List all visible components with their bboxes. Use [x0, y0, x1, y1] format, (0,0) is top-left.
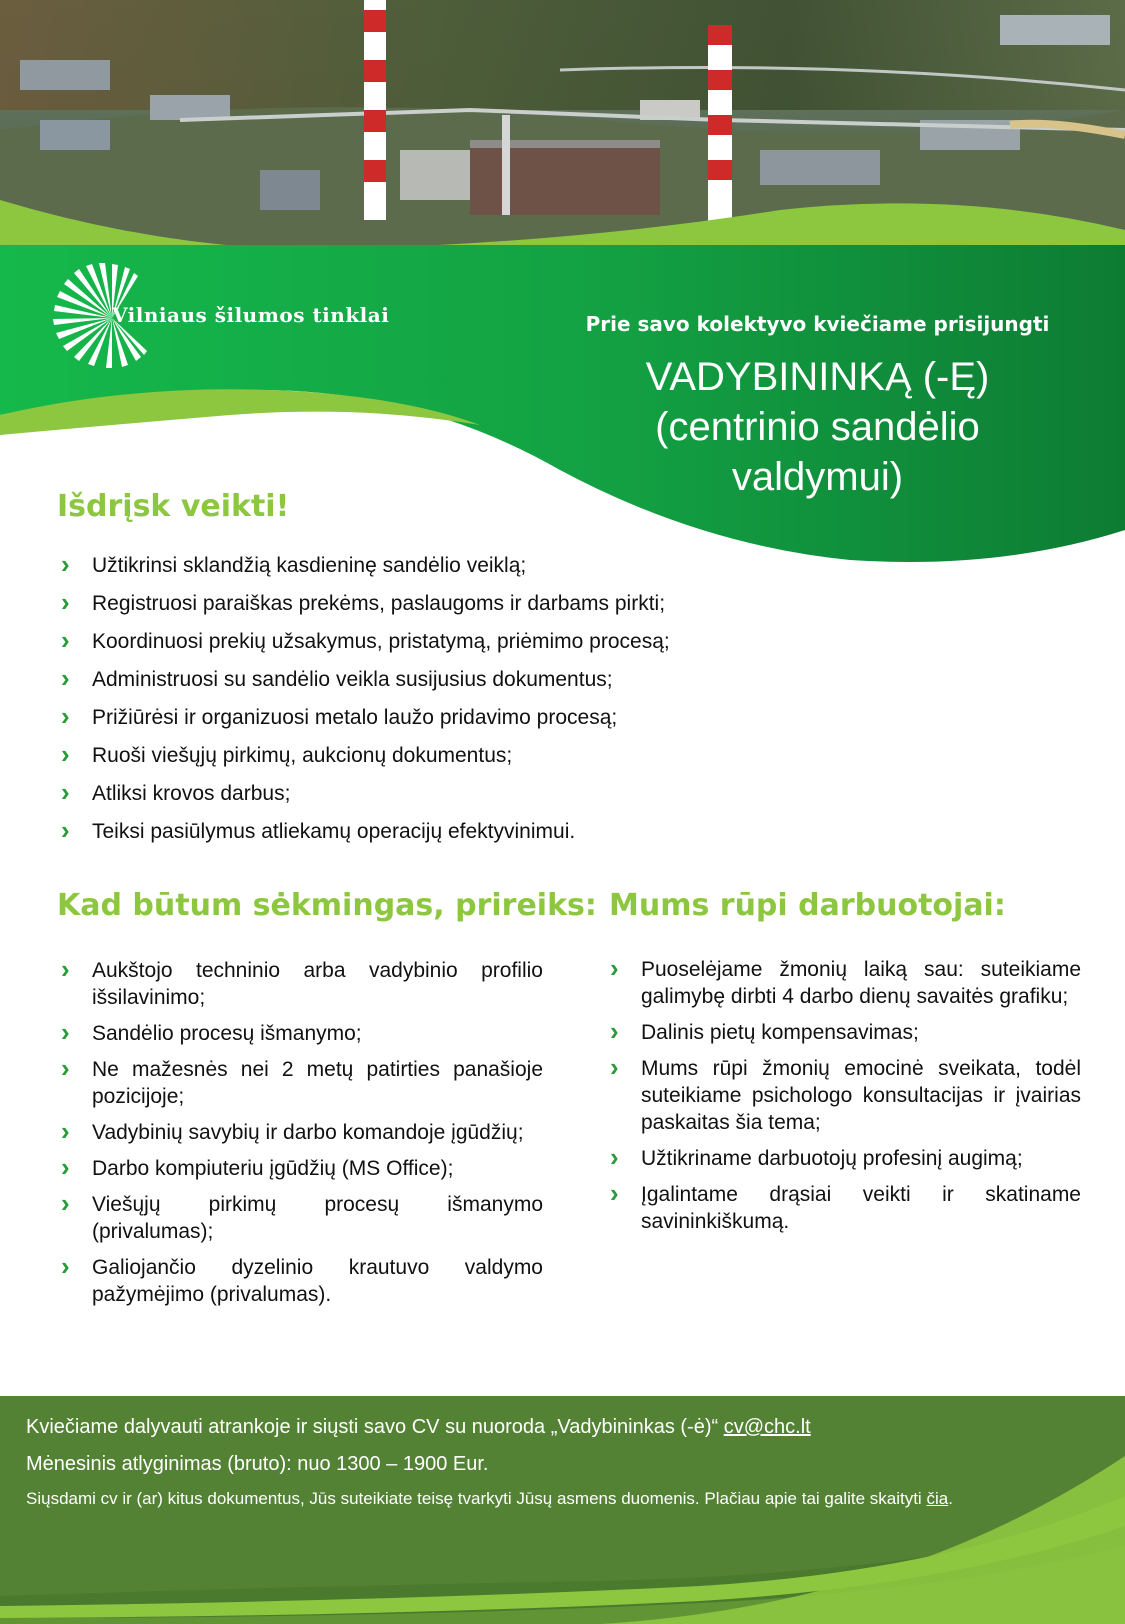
- list-item: › Aukštojo techninio arba vadybinio profilio išsilavinimo;: [57, 957, 543, 1011]
- footer: [0, 1396, 1125, 1624]
- list-item: › Darbo kompiuteriu įgūdžių (MS Office);: [57, 1155, 543, 1182]
- list-item: › Ruoši viešųjų pirkimų, aukcionų dokumentus;: [57, 742, 817, 769]
- duties-heading: Išdrįsk veikti!: [57, 489, 290, 524]
- job-title-line: VADYBININKĄ (-Ę): [645, 355, 990, 399]
- list-item: › Viešųjų pirkimų procesų išmanymo (privalumas);: [57, 1191, 543, 1245]
- privacy-end: .: [948, 1489, 953, 1508]
- apply-text: Kviečiame dalyvauti atrankoje ir siųsti savo CV su nuoroda „Vadybininkas (-ė)“: [26, 1416, 719, 1438]
- salary-text: Mėnesinis atlyginimas (bruto): nuo 1300 – 1900 Eur.: [26, 1453, 489, 1475]
- list-item: › Vadybinių savybių ir darbo komandoje įgūdžių;: [57, 1119, 543, 1146]
- company-logo: [52, 263, 392, 373]
- benefits-list: [606, 956, 1081, 1244]
- list-item: › Koordinuosi prekių užsakymus, pristatymą, priėmimo procesą;: [57, 628, 817, 655]
- job-title-line: valdymui): [731, 455, 904, 499]
- duties-list: [57, 552, 817, 856]
- list-item: › Užtikrinsi sklandžią kasdieninę sandėlio veiklą;: [57, 552, 817, 579]
- job-title-line: (centrinio sandėlio: [655, 405, 980, 449]
- list-item: › Užtikriname darbuotojų profesinį augimą;: [606, 1145, 1081, 1172]
- list-item: › Sandėlio procesų išmanymo;: [57, 1020, 543, 1047]
- list-item: › Puoselėjame žmonių laiką sau: suteikiame galimybę dirbti 4 darbo dienų savaitės grafiku;: [606, 956, 1081, 1010]
- apply-instructions: [26, 1416, 811, 1439]
- list-item: › Registruosi paraiškas prekėms, paslaugoms ir darbams pirkti;: [57, 590, 817, 617]
- list-item: › Teiksi pasiūlymus atliekamų operacijų efektyvinimui.: [57, 818, 817, 845]
- email-link[interactable]: cv@chc.lt: [723, 1416, 811, 1438]
- privacy-text: Siųsdami cv ir (ar) kitus dokumentus, Jūs suteikiate teisę tvarkyti Jūsų asmens duomenis. Plačiau apie tai galite skaityti: [26, 1489, 922, 1508]
- list-item: › Administruosi su sandėlio veikla susijusius dokumentus;: [57, 666, 817, 693]
- list-item: › Ne mažesnės nei 2 metų patirties panašioje pozicijoje;: [57, 1056, 543, 1110]
- list-item: › Įgalintame drąsiai veikti ir skatiname savininkiškumą.: [606, 1181, 1081, 1235]
- list-item: › Atliksi krovos darbus;: [57, 780, 817, 807]
- privacy-link[interactable]: čia: [926, 1489, 949, 1508]
- requirements-list: [57, 957, 543, 1317]
- list-item: › Prižiūrėsi ir organizuosi metalo laužo pridavimo procesą;: [57, 704, 817, 731]
- benefits-heading: Mums rūpi darbuotojai:: [609, 888, 1006, 923]
- invite-text: Prie savo kolektyvo kviečiame prisijungti: [585, 312, 1050, 336]
- privacy-notice: [26, 1489, 953, 1509]
- list-item: › Mums rūpi žmonių emocinė sveikata, todėl suteikiame psichologo konsultacijas ir įvairias paskaitas šia tema;: [606, 1055, 1081, 1136]
- job-title: [560, 352, 1075, 502]
- company-name: Vilniaus šilumos tinklai: [112, 303, 390, 327]
- list-item: › Dalinis pietų kompensavimas;: [606, 1019, 1081, 1046]
- requirements-heading: Kad būtum sėkmingas, prireiks:: [57, 888, 597, 923]
- list-item: › Galiojančio dyzelinio krautuvo valdymo pažymėjimo (privalumas).: [57, 1254, 543, 1308]
